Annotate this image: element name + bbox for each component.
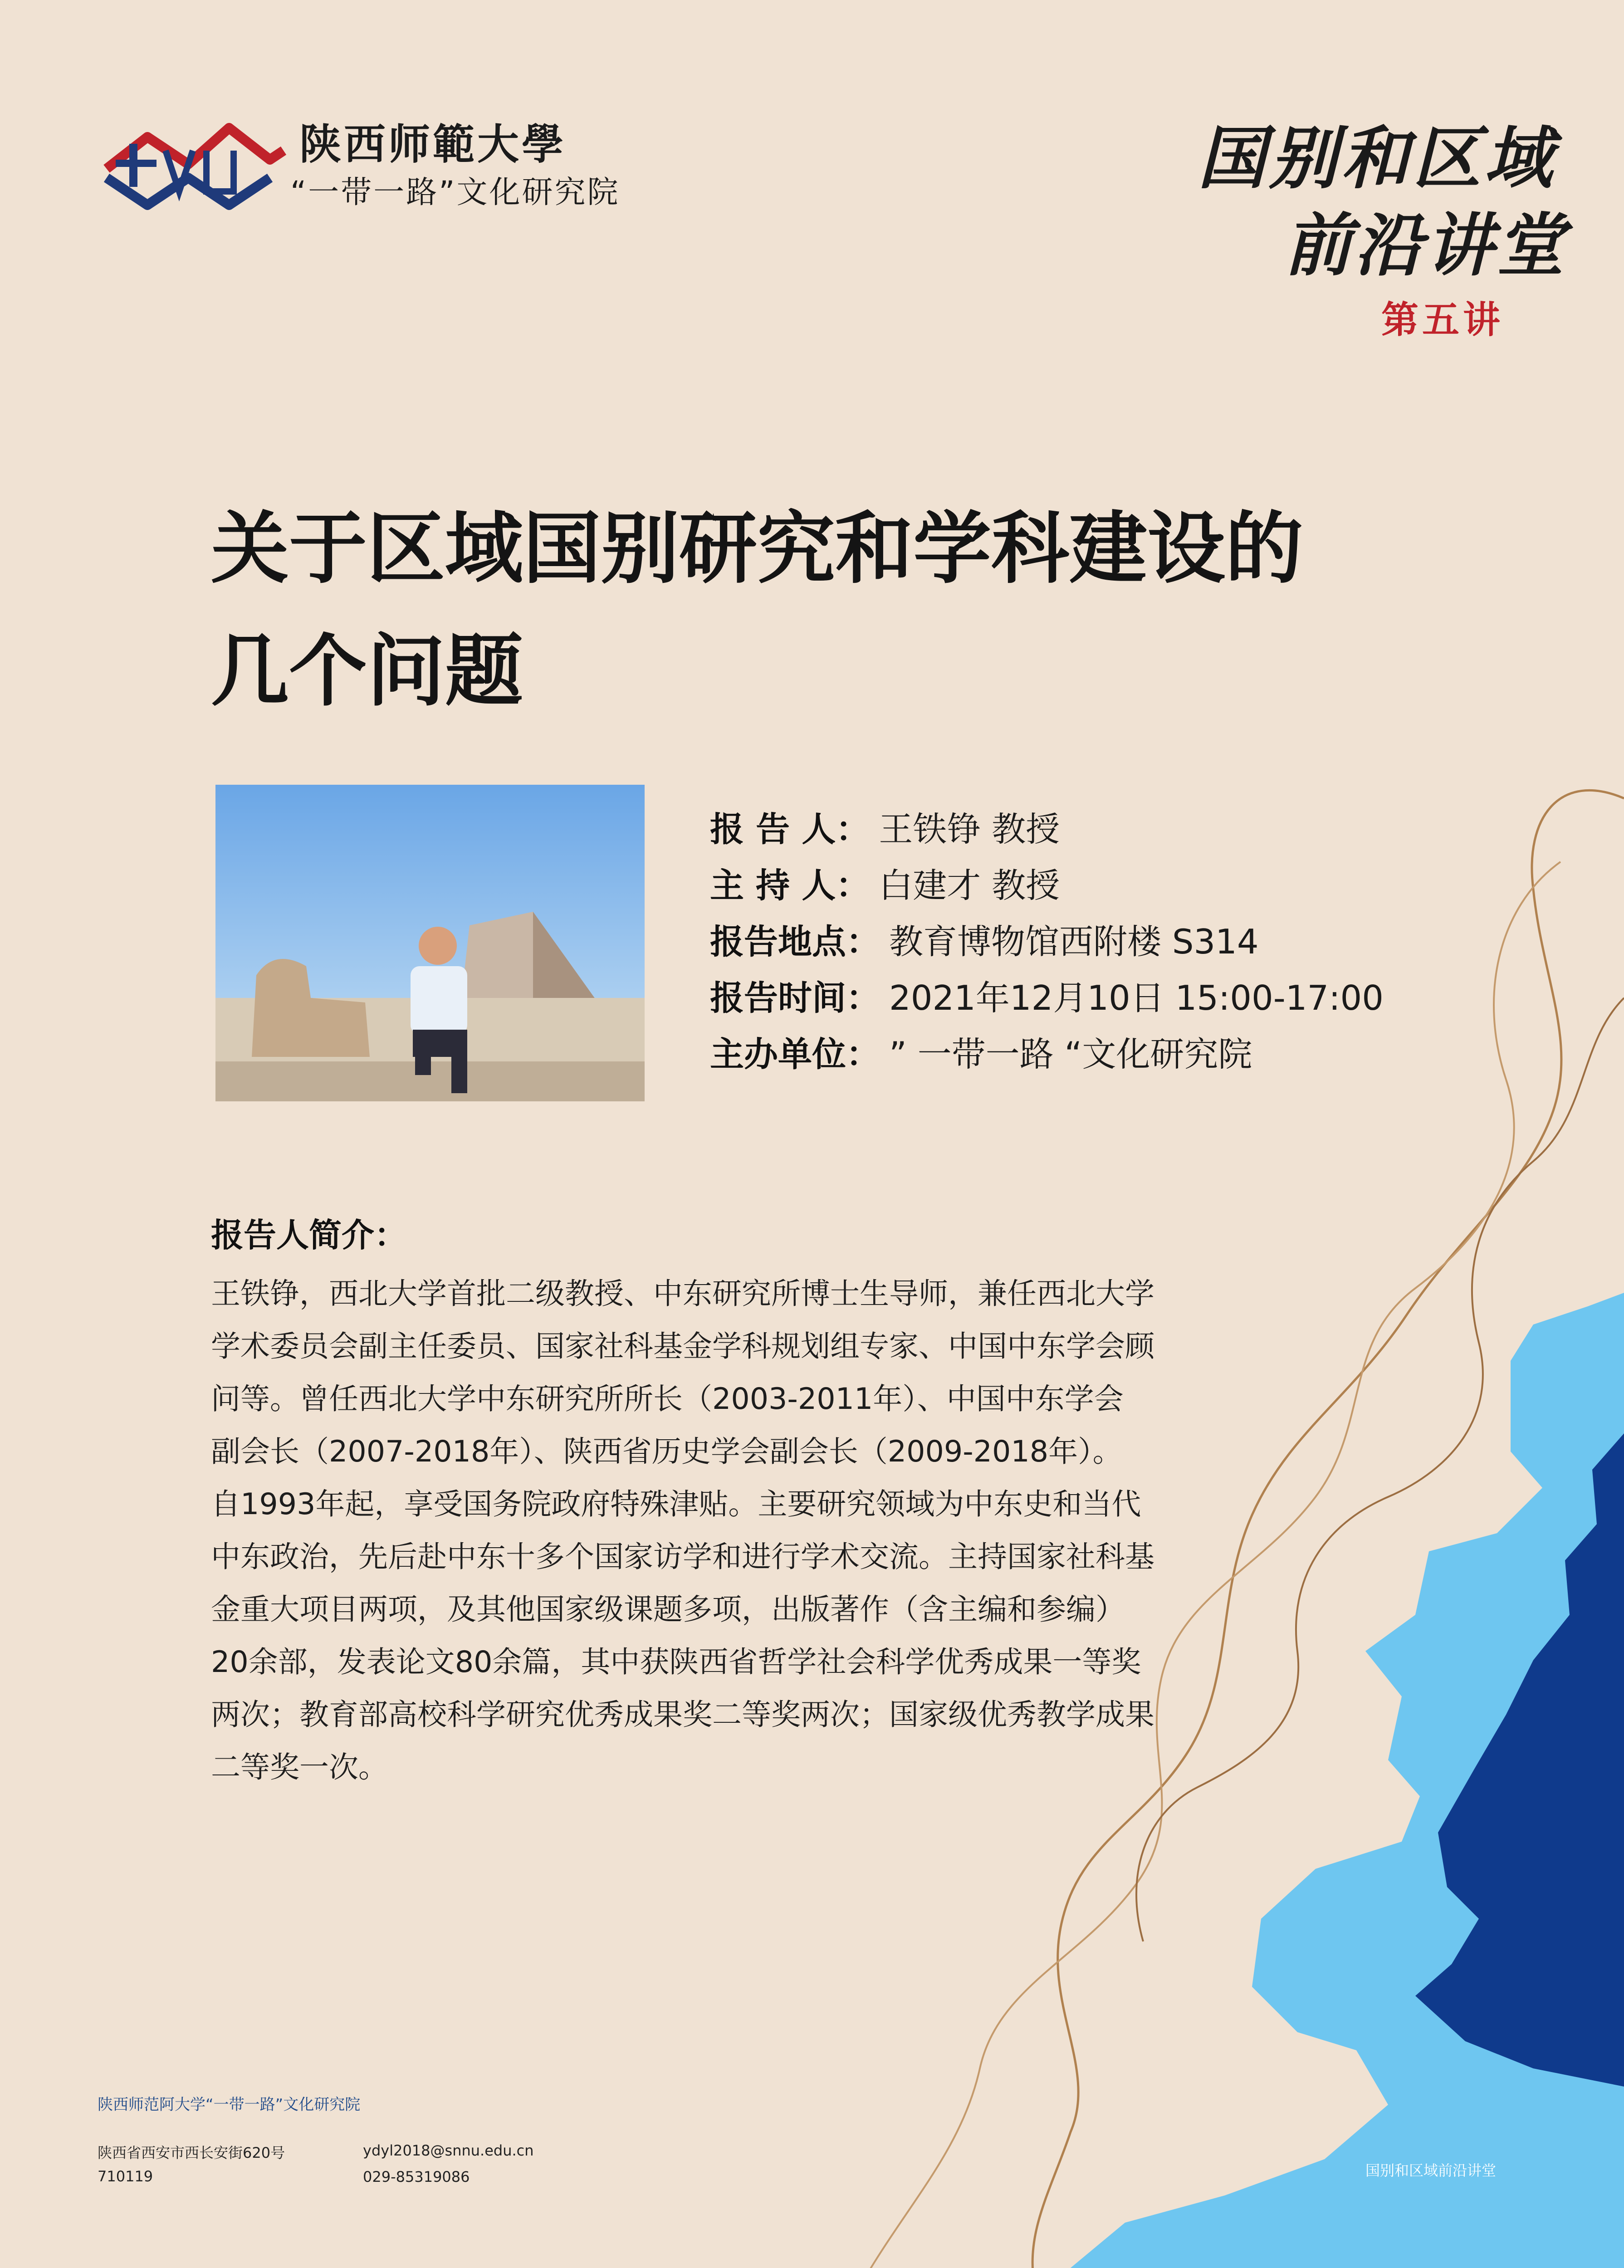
title-line1: 关于区域国别研究和学科建设的 (211, 503, 1303, 594)
info-organizer (710, 1023, 1384, 1080)
info-label: 报告时间： (710, 978, 880, 1018)
intro-line: 两次；教育部高校科学研究优秀成果奖二等奖两次；国家级优秀教学成果 (211, 1698, 1155, 1732)
footer-series-name: 国别和区域前沿讲堂 (1365, 2162, 1497, 2179)
footer-phone: 029-85319086 (363, 2168, 470, 2185)
footer-postcode: 710119 (98, 2168, 153, 2185)
info-host (710, 855, 1384, 911)
intro-heading: 报告人简介： (211, 1216, 407, 1254)
footer-address (98, 2141, 285, 2188)
speaker-photo (215, 785, 645, 1101)
intro-body (211, 1268, 1200, 1794)
info-value: 教育博物馆西附楼 S314 (889, 921, 1259, 962)
info-label: 报 告 人： (710, 809, 870, 849)
intro-line: 二等奖一次。 (211, 1750, 388, 1784)
info-value: 王铁铮 教授 (879, 809, 1060, 849)
info-location (710, 911, 1384, 967)
intro-line: 金重大项目两项，及其他国家级课题多项，出版著作（含主编和参编） (211, 1593, 1125, 1627)
info-value: ” 一带一路 “文化研究院 (889, 1034, 1252, 1074)
footer-institute: 陕西师范阿大学“一带一路”文化研究院 (98, 2096, 361, 2114)
institute-name: “一带一路”文化研究院 (290, 175, 620, 210)
footer-email: ydyl2018@snnu.edu.cn (363, 2142, 534, 2159)
info-value: 白建才 教授 (879, 865, 1060, 905)
intro-line: 问等。曾任西北大学中东研究所所长（2003-2011年）、中国中东学会 (211, 1382, 1124, 1416)
lecture-info (710, 798, 1384, 1080)
footer-contact (363, 2137, 534, 2190)
info-time (710, 967, 1384, 1023)
info-label: 报告地点： (710, 921, 880, 962)
intro-line: 学术委员会副主任委员、国家社科基金学科规划组专家、中国中东学会顾 (211, 1330, 1155, 1364)
intro-line: 王铁铮，西北大学首批二级教授、中东研究所博士生导师，兼任西北大学 (211, 1277, 1155, 1311)
title-line2: 几个问题 (211, 626, 523, 717)
person-head (419, 927, 457, 965)
university-logo (98, 101, 293, 214)
info-label: 主办单位： (710, 1034, 880, 1074)
footer-address-line1: 陕西省西安市西长安街620号 (98, 2144, 285, 2161)
info-speaker (710, 798, 1384, 855)
series-title-line2: 前沿讲堂 (1284, 205, 1567, 285)
lecture-number: 第五讲 (1381, 298, 1504, 342)
series-title-line1: 国别和区域 (1198, 118, 1556, 198)
info-label: 主 持 人： (710, 865, 870, 905)
info-value: 2021年12月10日 15:00-17:00 (889, 978, 1384, 1018)
intro-line: 中东政治，先后赴中东十多个国家访学和进行学术交流。主持国家社科基 (211, 1540, 1155, 1574)
intro-line: 自1993年起，享受国务院政府特殊津贴。主要研究领域为中东史和当代 (211, 1487, 1141, 1521)
intro-line: 20余部，发表论文80余篇，其中获陕西省哲学社会科学优秀成果一等奖 (211, 1645, 1141, 1679)
lecture-title (211, 488, 1436, 733)
university-name: 陕西师範大學 (299, 120, 567, 169)
intro-line: 副会长（2007-2018年）、陕西省历史学会副会长（2009-2018年）。 (211, 1435, 1122, 1469)
